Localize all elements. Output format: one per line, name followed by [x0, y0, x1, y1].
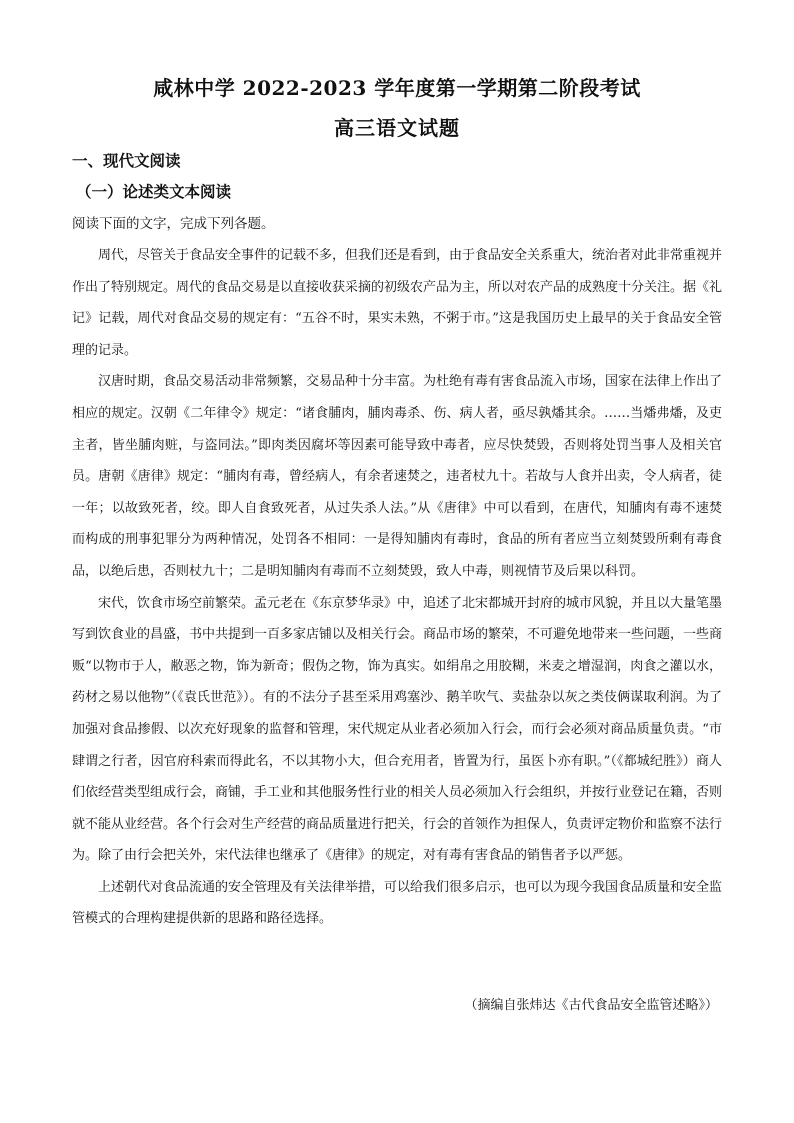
passage-paragraph: 宋代，饮食市场空前繁荣。孟元老在《东京梦华录》中，追述了北宋都城开封府的城市风貌，并且以大量笔墨写到饮食业的昌盛，书中共提到一百多家店铺以及相关行会。商品市场的繁荣，不可避免地带来一些问题，一些商贩“以物市于人，敝恶之物，饰为新奇；假伪之物，饰为真实。如绢帛之用胶糊，米麦之增湿润，肉食之灌以水，药材之易以他物”（《袁氏世范》）。有的不法分子甚至采用鸡塞沙、鹅羊吹气、卖盐杂以灰之类伎俩谋取利润。为了加强对食品掺假、以次充好现象的监督和管理，宋代规定从业者必须加入行会，而行会必须对商品质量负责。“市肆谓之行者，因官府科索而得此名，不以其物小大，但合充用者，皆置为行，虽医卜亦有职。”（《都城纪胜》）商人们依经营类型组成行会，商铺，手工业和其他服务性行业的相关人员必须加入行会组织，并按行业登记在籍，否则就不能从业经营。各个行会对生产经营的商品质量进行把关，行会的首领作为担保人，负责评定物价和监察不法行为。除了由行会把关外，宋代法律也继承了《唐律》的规定，对有毒有害食品的销售者予以严惩。 [72, 595, 723, 864]
exam-subtitle: 高三语文试题 [334, 116, 460, 140]
passage-source: （摘编自张炜达《古代食品安全监管述略》） [464, 998, 718, 1013]
reading-instruction: 阅读下面的文字，完成下列各题。 [72, 216, 275, 232]
section-heading: 一、现代文阅读 [72, 152, 181, 170]
passage-paragraph: 汉唐时期，食品交易活动非常频繁，交易品种十分丰富。为杜绝有毒有害食品流入市场，国家在法律上作出了相应的规定。汉朝《二年律令》规定：“诸食脯肉，脯肉毒杀、伤、病人者，亟尽孰燔其余。……当燔弗燔，及吏主者，皆坐脯肉赃，与盗同法。”即肉类因腐坏等因素可能导致中毒者，应尽快焚毁，否则将处罚当事人及相关官员。唐朝《唐律》规定：“脯肉有毒，曾经病人，有余者速焚之，违者杖九十。若故与人食并出卖，令人病者，徒一年；以故致死者，绞。即人自食致死者，从过失杀人法。”从《唐律》中可以看到，在唐代，知脯肉有毒不速焚而构成的刑事犯罪分为两种情况，处罚各不相同：一是得知脯肉有毒时，食品的所有者应当立刻焚毁所剩有毒食品，以绝后患，否则杖九十；二是明知脯肉有毒而不立刻焚毁，致人中毒，则视情节及后果以科罚。 [72, 374, 723, 579]
exam-title: 咸林中学 2022-2023 学年度第一学期第二阶段考试 [153, 76, 641, 100]
passage-body [72, 240, 722, 935]
subsection-heading: （一）论述类文本阅读 [76, 183, 232, 201]
passage-paragraph: 周代，尽管关于食品安全事件的记载不多，但我们还是看到，由于食品安全关系重大，统治者对此非常重视并作出了特别规定。周代的食品交易是以直接收获采摘的初级农产品为主，所以对农产品的成熟度十分关注。据《礼记》记载，周代对食品交易的规定有：“五谷不时，果实未熟，不粥于市。”这是我国历史上最早的关于食品安全管理的记录。 [72, 248, 723, 358]
passage-paragraph: 上述朝代对食品流通的安全管理及有关法律举措，可以给我们很多启示，也可以为现今我国食品质量和安全监管模式的合理构建提供新的思路和路径选择。 [72, 879, 723, 927]
